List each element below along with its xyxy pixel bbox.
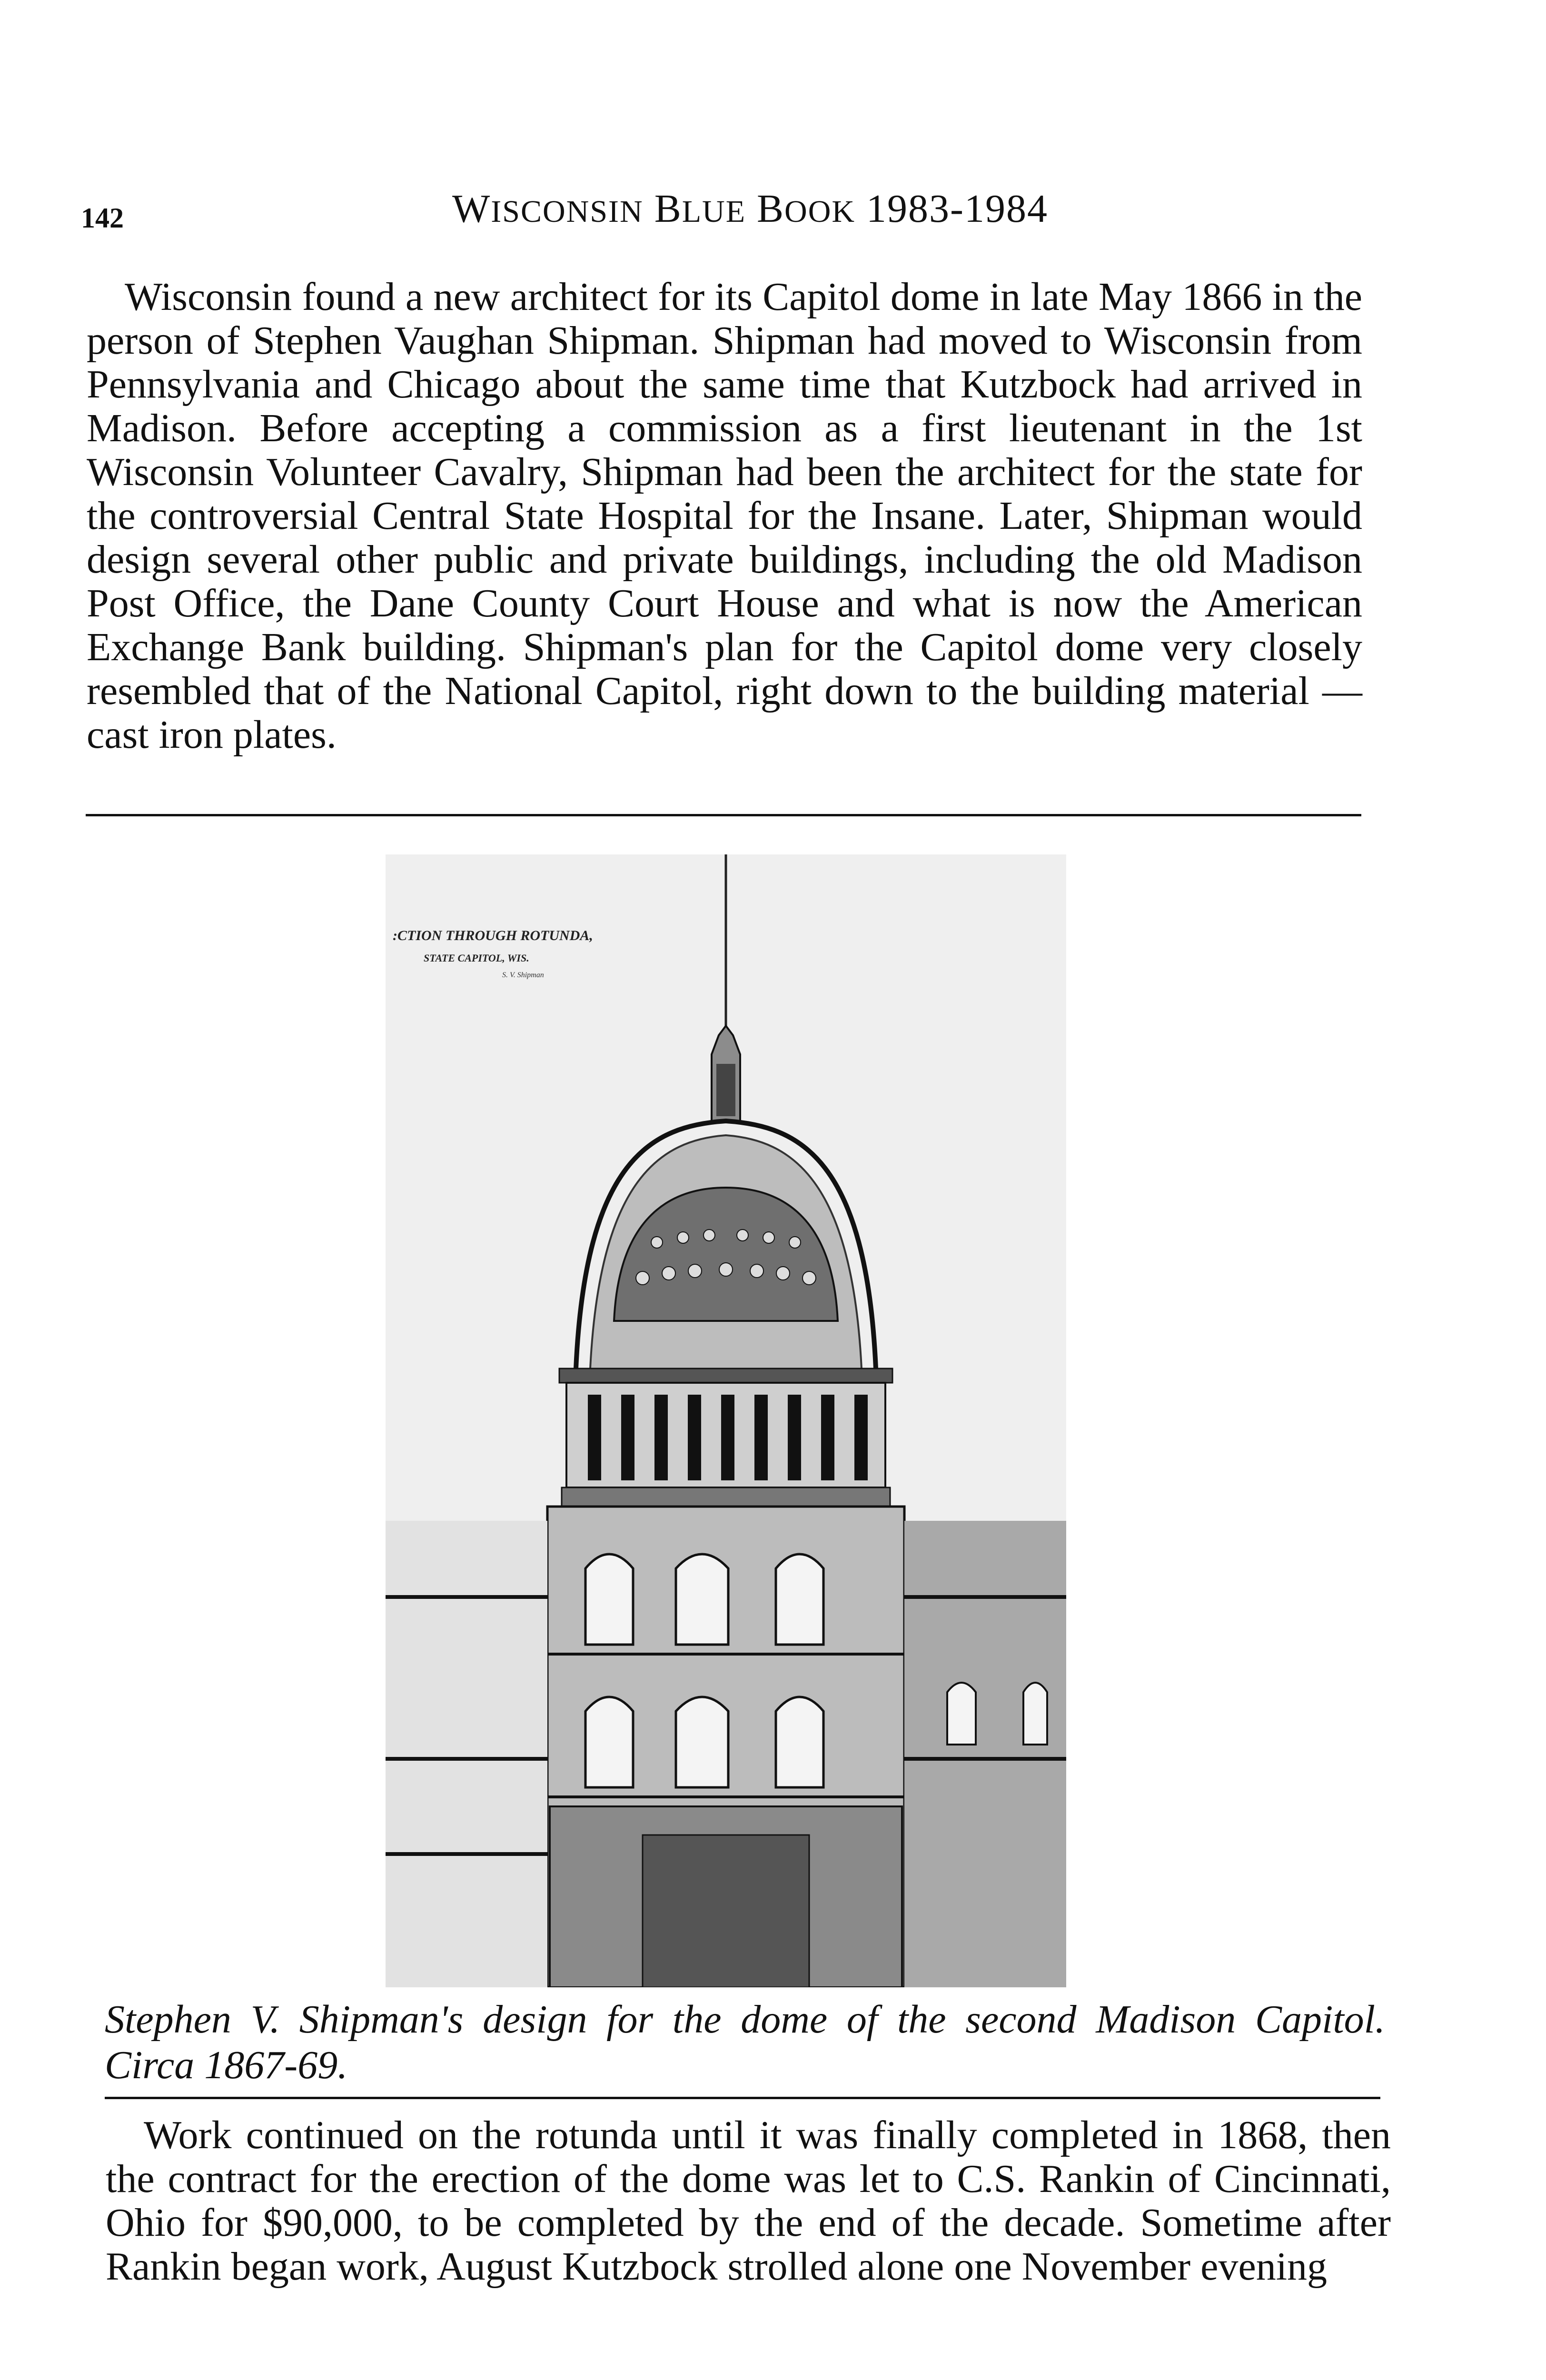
running-header — [81, 186, 1361, 243]
drawing-title-line3: S. V. Shipman — [502, 971, 544, 979]
title-word2-cap: B — [654, 187, 682, 231]
title-word2-rest: LUE — [682, 194, 746, 229]
capitol-dome-section-drawing — [386, 854, 1066, 1987]
title-word3-rest: OOK — [784, 194, 856, 229]
title-word1-rest: ISCONSIN — [491, 194, 644, 229]
paragraph-2-text: Work continued on the rotunda until it was finally completed in 1868, then the contract for the erection of the dome was let to C.S. Rankin of Cincinnati, Ohio for $90,000, to be completed by the end of the decade. Sometime after Rankin began work, August Kutzbock strolled alone one November evening — [106, 2113, 1391, 2289]
drawing-title-line1: :CTION THROUGH ROTUNDA, — [393, 928, 593, 943]
caption-line-2: Circa 1867-69. — [105, 2043, 348, 2087]
body-paragraph-1 — [87, 275, 1362, 757]
running-title — [452, 186, 1048, 232]
figure-caption — [105, 1997, 1385, 2088]
figure-bottom-rule — [105, 2097, 1380, 2099]
caption-line-1: Stephen V. Shipman's design for the dome of the second Madison Capitol. — [105, 1997, 1385, 2042]
page-number: 142 — [81, 202, 124, 234]
body-paragraph-2 — [106, 2113, 1391, 2289]
paragraph-1-text: Wisconsin found a new architect for its Capitol dome in late May 1866 in the person of Stephen Vaughan Shipman. Shipman had moved to Wisconsin from Pennsylvania and Chicago about the same time that Kutzbock had arrived in Madison. Before accepting a commission as a first lieutenant in the 1st Wisconsin Volunteer Cavalry, Shipman had been the architect for the state for the controversial Central State Hospital for the Insane. Later, Shipman would design several other public and private buildings, including the old Madison Post Office, the Dane County Court House and what is now the American Exchange Bank building. Shipman's plan for the Capitol dome very closely resembled that of the National Capitol, right down to the building material — cast iron plates. — [87, 275, 1362, 757]
title-years: 1983-1984 — [866, 187, 1049, 231]
title-word3-cap: B — [757, 187, 785, 231]
figure-top-rule — [86, 814, 1361, 816]
drawing-title-line2: STATE CAPITOL, WIS. — [424, 952, 529, 964]
title-word1-cap: W — [452, 187, 491, 231]
